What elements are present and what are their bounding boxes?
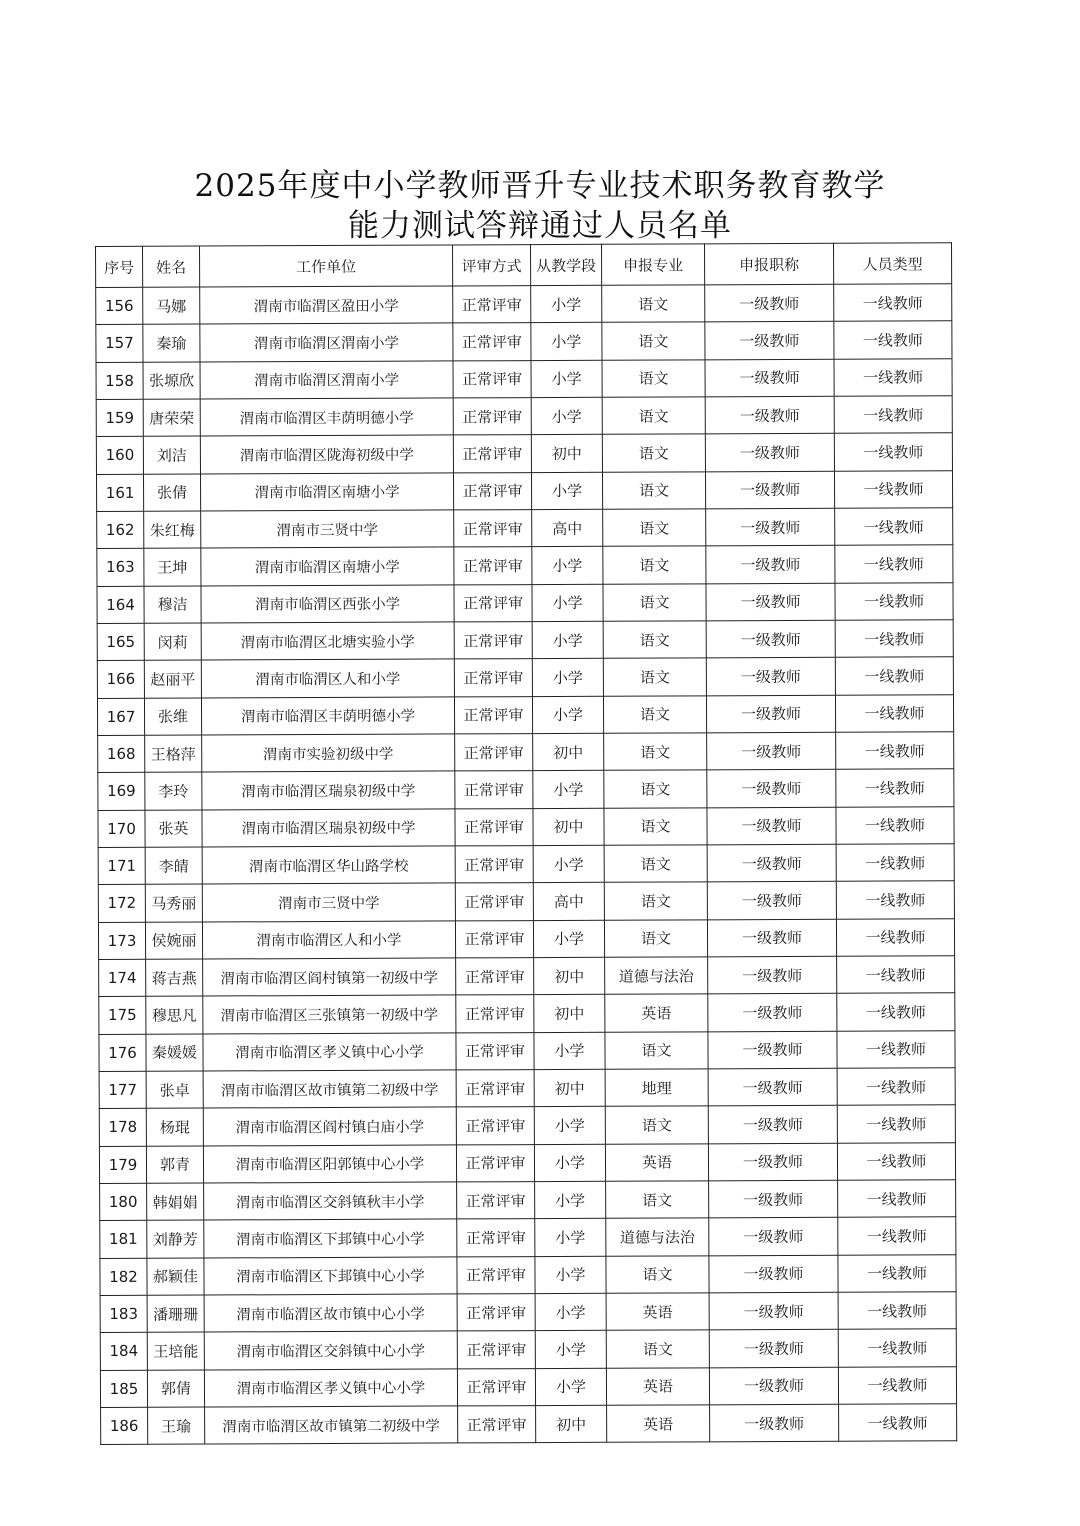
cell-work-unit: 渭南市临渭区盈田小学: [200, 286, 453, 324]
cell-work-unit: 渭南市实验初级中学: [202, 734, 455, 772]
cell-review-mode: 正常评审: [456, 957, 534, 995]
cell-subject: 语文: [602, 434, 705, 472]
cell-seq: 175: [99, 997, 146, 1035]
cell-teaching-stage: 小学: [534, 1107, 605, 1145]
cell-teaching-stage: 初中: [534, 1069, 605, 1107]
cell-review-mode: 正常评审: [456, 1032, 534, 1070]
table-row: [99, 1105, 955, 1146]
cell-review-mode: 正常评审: [457, 1219, 535, 1257]
cell-name: 郭倩: [147, 1370, 204, 1408]
cell-work-unit: 渭南市临渭区孝义镇中心小学: [204, 1368, 457, 1406]
cell-name: 张塬欣: [143, 362, 200, 400]
cell-work-unit: 渭南市临渭区故市镇第二初级中学: [203, 1070, 456, 1108]
cell-staff-type: 一线教师: [835, 620, 953, 658]
cell-seq: 160: [96, 437, 143, 475]
cell-title-applied: 一级教师: [706, 658, 835, 696]
cell-work-unit: 渭南市临渭区下邽镇中心小学: [204, 1219, 457, 1257]
cell-name: 侯婉丽: [145, 922, 202, 960]
cell-title-applied: 一级教师: [708, 956, 837, 994]
cell-staff-type: 一线教师: [838, 1366, 956, 1404]
cell-name: 韩娟娟: [147, 1183, 204, 1221]
cell-staff-type: 一线教师: [835, 508, 953, 546]
cell-staff-type: 一线教师: [834, 470, 952, 508]
table-row: [97, 508, 953, 549]
cell-subject: 语文: [604, 770, 707, 808]
cell-name: 李皘: [145, 847, 202, 885]
header-title-applied: 申报职称: [704, 243, 833, 285]
table-row: [100, 1366, 956, 1407]
table-row: [96, 396, 952, 437]
cell-subject: 语文: [604, 807, 707, 845]
cell-work-unit: 渭南市临渭区丰荫明德小学: [200, 398, 453, 436]
cell-staff-type: 一线教师: [838, 1254, 956, 1292]
roster-table: [95, 242, 957, 1445]
cell-seq: 183: [100, 1295, 147, 1333]
cell-seq: 159: [96, 399, 143, 437]
table-header-row: [96, 243, 952, 288]
table-row: [100, 1292, 956, 1333]
cell-seq: 162: [97, 511, 144, 549]
cell-title-applied: 一级教师: [707, 844, 836, 882]
cell-title-applied: 一级教师: [709, 1367, 838, 1405]
cell-staff-type: 一线教师: [835, 582, 953, 620]
cell-name: 郝颖佳: [147, 1258, 204, 1296]
cell-name: 蒋吉燕: [146, 959, 203, 997]
document-title-line2: 能力测试答辩通过人员名单: [348, 208, 732, 244]
cell-work-unit: 渭南市临渭区渭南小学: [200, 361, 453, 399]
cell-title-applied: 一级教师: [705, 322, 834, 360]
cell-staff-type: 一线教师: [838, 1217, 956, 1255]
cell-name: 潘珊珊: [147, 1295, 204, 1333]
cell-review-mode: 正常评审: [456, 1107, 534, 1145]
cell-review-mode: 正常评审: [453, 398, 531, 436]
cell-subject: 语文: [605, 1106, 708, 1144]
cell-work-unit: 渭南市临渭区丰荫明德小学: [201, 697, 454, 735]
cell-staff-type: 一线教师: [834, 433, 952, 471]
cell-seq: 185: [100, 1370, 147, 1408]
cell-work-unit: 渭南市临渭区北塘实验小学: [201, 622, 454, 660]
cell-work-unit: 渭南市临渭区下邽镇中心小学: [204, 1256, 457, 1294]
table-row: [99, 956, 955, 997]
cell-subject: 语文: [603, 509, 706, 547]
table-row: [97, 545, 953, 586]
cell-work-unit: 渭南市临渭区阳郭镇中心小学: [203, 1144, 456, 1182]
cell-name: 秦媛媛: [146, 1034, 203, 1072]
cell-work-unit: 渭南市临渭区瑞泉初级中学: [202, 809, 455, 847]
cell-title-applied: 一级教师: [706, 508, 835, 546]
cell-teaching-stage: 小学: [533, 920, 604, 958]
table-row: [97, 582, 953, 623]
table-row: [97, 657, 953, 698]
cell-subject: 语文: [604, 882, 707, 920]
cell-seq: 167: [97, 698, 144, 736]
cell-name: 张卓: [146, 1071, 203, 1109]
cell-subject: 语文: [604, 845, 707, 883]
header-name: 姓名: [143, 246, 200, 287]
cell-review-mode: 正常评审: [455, 846, 533, 884]
cell-teaching-stage: 初中: [534, 995, 605, 1033]
cell-staff-type: 一线教师: [837, 1105, 955, 1143]
cell-review-mode: 正常评审: [453, 472, 531, 510]
cell-review-mode: 正常评审: [457, 1256, 535, 1294]
table-row: [98, 806, 954, 847]
cell-review-mode: 正常评审: [455, 734, 533, 772]
cell-seq: 182: [100, 1258, 147, 1296]
cell-teaching-stage: 小学: [531, 360, 602, 398]
cell-work-unit: 渭南市临渭区故市镇中心小学: [204, 1294, 457, 1332]
cell-seq: 156: [96, 287, 143, 325]
cell-teaching-stage: 初中: [531, 435, 602, 473]
cell-staff-type: 一线教师: [837, 1068, 955, 1106]
cell-teaching-stage: 小学: [535, 1293, 606, 1331]
cell-seq: 170: [98, 810, 145, 848]
cell-teaching-stage: 小学: [532, 547, 603, 585]
cell-title-applied: 一级教师: [706, 620, 835, 658]
cell-staff-type: 一线教师: [836, 918, 954, 956]
table-row: [96, 470, 952, 511]
cell-teaching-stage: 小学: [533, 771, 604, 809]
table-row: [97, 620, 953, 661]
cell-review-mode: 正常评审: [454, 659, 532, 697]
cell-name: 朱红梅: [144, 511, 201, 549]
cell-subject: 英语: [606, 1293, 709, 1331]
cell-review-mode: 正常评审: [457, 1181, 535, 1219]
header-work-unit: 工作单位: [200, 245, 453, 287]
cell-staff-type: 一线教师: [837, 1142, 955, 1180]
cell-subject: 语文: [606, 1255, 709, 1293]
cell-review-mode: 正常评审: [457, 1293, 535, 1331]
cell-teaching-stage: 小学: [532, 584, 603, 622]
cell-name: 秦瑜: [143, 324, 200, 362]
table-row: [99, 1068, 955, 1109]
cell-teaching-stage: 小学: [531, 323, 602, 361]
table-row: [100, 1217, 956, 1258]
table-row: [98, 881, 954, 922]
table-row: [101, 1404, 957, 1445]
cell-teaching-stage: 小学: [531, 472, 602, 510]
cell-staff-type: 一线教师: [837, 1030, 955, 1068]
cell-name: 马秀丽: [145, 884, 202, 922]
table-row: [98, 844, 954, 885]
cell-work-unit: 渭南市临渭区华山路学校: [202, 846, 455, 884]
cell-teaching-stage: 小学: [531, 285, 602, 323]
cell-teaching-stage: 小学: [533, 845, 604, 883]
cell-review-mode: 正常评审: [453, 435, 531, 473]
header-subject: 申报专业: [601, 244, 704, 285]
cell-title-applied: 一级教师: [706, 583, 835, 621]
header-review-mode: 评审方式: [452, 245, 530, 286]
cell-subject: 英语: [605, 1143, 708, 1181]
cell-teaching-stage: 初中: [533, 808, 604, 846]
cell-teaching-stage: 高中: [532, 509, 603, 547]
cell-staff-type: 一线教师: [834, 358, 952, 396]
cell-work-unit: 渭南市临渭区南塘小学: [200, 473, 453, 511]
cell-name: 张倩: [143, 474, 200, 512]
table-row: [98, 732, 954, 773]
table-row: [100, 1180, 956, 1221]
cell-review-mode: 正常评审: [455, 920, 533, 958]
cell-teaching-stage: 高中: [533, 883, 604, 921]
cell-work-unit: 渭南市临渭区陇海初级中学: [200, 435, 453, 473]
cell-work-unit: 渭南市临渭区孝义镇中心小学: [203, 1032, 456, 1070]
cell-work-unit: 渭南市三贤中学: [202, 883, 455, 921]
cell-subject: 语文: [606, 1181, 709, 1219]
cell-seq: 180: [100, 1183, 147, 1221]
cell-subject: 语文: [602, 397, 705, 435]
cell-review-mode: 正常评审: [453, 323, 531, 361]
table-row: [100, 1329, 956, 1370]
cell-subject: 地理: [605, 1069, 708, 1107]
cell-staff-type: 一线教师: [838, 1329, 956, 1367]
cell-title-applied: 一级教师: [708, 1068, 837, 1106]
cell-teaching-stage: 小学: [532, 659, 603, 697]
table-row: [99, 1030, 955, 1071]
cell-title-applied: 一级教师: [707, 882, 836, 920]
cell-staff-type: 一线教师: [837, 993, 955, 1031]
cell-seq: 186: [101, 1407, 148, 1445]
table-row: [100, 1254, 956, 1295]
cell-title-applied: 一级教师: [706, 695, 835, 733]
cell-name: 杨琨: [146, 1108, 203, 1146]
cell-staff-type: 一线教师: [839, 1404, 957, 1442]
document-title-line1: 2025年度中小学教师晋升专业技术职务教育教学: [194, 168, 886, 204]
cell-title-applied: 一级教师: [707, 807, 836, 845]
cell-work-unit: 渭南市临渭区人和小学: [202, 921, 455, 959]
cell-subject: 语文: [602, 322, 705, 360]
cell-teaching-stage: 小学: [532, 696, 603, 734]
cell-subject: 语文: [602, 359, 705, 397]
cell-subject: 英语: [606, 1367, 709, 1405]
cell-staff-type: 一线教师: [836, 769, 954, 807]
cell-teaching-stage: 小学: [534, 1032, 605, 1070]
cell-staff-type: 一线教师: [834, 321, 952, 359]
cell-subject: 语文: [603, 621, 706, 659]
cell-name: 穆思凡: [146, 996, 203, 1034]
table-row: [96, 284, 952, 325]
table-row: [98, 918, 954, 959]
cell-seq: 174: [99, 959, 146, 997]
cell-review-mode: 正常评审: [454, 547, 532, 585]
cell-title-applied: 一级教师: [709, 1180, 838, 1218]
cell-name: 张英: [145, 810, 202, 848]
cell-seq: 169: [98, 773, 145, 811]
cell-seq: 176: [99, 1034, 146, 1072]
cell-title-applied: 一级教师: [708, 1031, 837, 1069]
cell-title-applied: 一级教师: [708, 994, 837, 1032]
cell-title-applied: 一级教师: [706, 546, 835, 584]
cell-staff-type: 一线教师: [835, 694, 953, 732]
cell-review-mode: 正常评审: [455, 771, 533, 809]
cell-subject: 英语: [607, 1405, 710, 1443]
cell-name: 赵丽平: [144, 660, 201, 698]
cell-name: 穆洁: [144, 586, 201, 624]
cell-work-unit: 渭南市临渭区阎村镇第一初级中学: [203, 958, 456, 996]
table-row: [99, 1142, 955, 1183]
cell-staff-type: 一线教师: [836, 844, 954, 882]
cell-teaching-stage: 小学: [535, 1368, 606, 1406]
cell-teaching-stage: 初中: [536, 1405, 607, 1443]
cell-subject: 语文: [606, 1330, 709, 1368]
cell-subject: 语文: [603, 695, 706, 733]
cell-staff-type: 一线教师: [836, 732, 954, 770]
cell-subject: 语文: [603, 583, 706, 621]
cell-title-applied: 一级教师: [708, 1105, 837, 1143]
cell-work-unit: 渭南市临渭区瑞泉初级中学: [202, 771, 455, 809]
header-staff-type: 人员类型: [833, 243, 951, 285]
cell-subject: 道德与法治: [605, 957, 708, 995]
cell-teaching-stage: 小学: [532, 621, 603, 659]
cell-seq: 166: [97, 661, 144, 699]
cell-work-unit: 渭南市临渭区三张镇第一初级中学: [203, 995, 456, 1033]
cell-seq: 163: [97, 549, 144, 587]
cell-seq: 177: [99, 1071, 146, 1109]
cell-seq: 178: [99, 1109, 146, 1147]
cell-title-applied: 一级教师: [705, 434, 834, 472]
cell-review-mode: 正常评审: [455, 883, 533, 921]
cell-teaching-stage: 初中: [533, 733, 604, 771]
cell-subject: 语文: [602, 285, 705, 323]
cell-title-applied: 一级教师: [705, 471, 834, 509]
cell-staff-type: 一线教师: [836, 806, 954, 844]
cell-name: 王坤: [144, 548, 201, 586]
cell-work-unit: 渭南市临渭区故市镇第二初级中学: [205, 1406, 458, 1444]
cell-staff-type: 一线教师: [835, 657, 953, 695]
cell-seq: 168: [98, 735, 145, 773]
cell-name: 王培能: [147, 1332, 204, 1370]
cell-title-applied: 一级教师: [705, 359, 834, 397]
cell-review-mode: 正常评审: [454, 584, 532, 622]
cell-title-applied: 一级教师: [705, 284, 834, 322]
cell-title-applied: 一级教师: [707, 770, 836, 808]
cell-work-unit: 渭南市临渭区阎村镇白庙小学: [203, 1107, 456, 1145]
cell-staff-type: 一线教师: [834, 396, 952, 434]
cell-teaching-stage: 小学: [535, 1330, 606, 1368]
cell-title-applied: 一级教师: [708, 1143, 837, 1181]
cell-teaching-stage: 初中: [534, 957, 605, 995]
cell-work-unit: 渭南市临渭区南塘小学: [201, 547, 454, 585]
cell-name: 郭青: [146, 1146, 203, 1184]
cell-teaching-stage: 小学: [535, 1256, 606, 1294]
cell-subject: 英语: [605, 994, 708, 1032]
cell-staff-type: 一线教师: [837, 956, 955, 994]
cell-review-mode: 正常评审: [456, 995, 534, 1033]
cell-subject: 语文: [604, 919, 707, 957]
cell-teaching-stage: 小学: [535, 1218, 606, 1256]
cell-teaching-stage: 小学: [531, 397, 602, 435]
table-row: [99, 993, 955, 1034]
cell-seq: 165: [97, 623, 144, 661]
cell-review-mode: 正常评审: [457, 1368, 535, 1406]
cell-review-mode: 正常评审: [456, 1144, 534, 1182]
cell-work-unit: 渭南市临渭区人和小学: [201, 659, 454, 697]
cell-seq: 161: [96, 474, 143, 512]
table-row: [96, 321, 952, 362]
table-row: [96, 433, 952, 474]
cell-review-mode: 正常评审: [454, 510, 532, 548]
cell-seq: 171: [98, 847, 145, 885]
cell-subject: 语文: [603, 546, 706, 584]
cell-name: 王格萍: [145, 735, 202, 773]
cell-subject: 语文: [604, 733, 707, 771]
cell-name: 刘静芳: [147, 1220, 204, 1258]
cell-work-unit: 渭南市临渭区交斜镇中心小学: [204, 1331, 457, 1369]
cell-review-mode: 正常评审: [458, 1405, 536, 1443]
table-row: [96, 358, 952, 399]
cell-staff-type: 一线教师: [835, 545, 953, 583]
cell-name: 王瑜: [148, 1407, 205, 1445]
cell-title-applied: 一级教师: [709, 1217, 838, 1255]
cell-subject: 道德与法治: [606, 1218, 709, 1256]
cell-staff-type: 一线教师: [838, 1180, 956, 1218]
cell-seq: 172: [98, 885, 145, 923]
cell-teaching-stage: 小学: [534, 1144, 605, 1182]
cell-review-mode: 正常评审: [456, 1069, 534, 1107]
cell-name: 李玲: [145, 772, 202, 810]
cell-name: 张维: [144, 698, 201, 736]
cell-name: 闵莉: [144, 623, 201, 661]
cell-review-mode: 正常评审: [454, 622, 532, 660]
cell-work-unit: 渭南市临渭区西张小学: [201, 585, 454, 623]
cell-title-applied: 一级教师: [709, 1292, 838, 1330]
cell-seq: 158: [96, 362, 143, 400]
cell-staff-type: 一线教师: [834, 284, 952, 322]
cell-review-mode: 正常评审: [453, 360, 531, 398]
cell-title-applied: 一级教师: [709, 1255, 838, 1293]
cell-title-applied: 一级教师: [709, 1329, 838, 1367]
cell-teaching-stage: 小学: [535, 1181, 606, 1219]
cell-seq: 179: [99, 1146, 146, 1184]
cell-title-applied: 一级教师: [707, 732, 836, 770]
cell-seq: 184: [100, 1332, 147, 1370]
cell-name: 马娜: [143, 287, 200, 325]
cell-review-mode: 正常评审: [457, 1331, 535, 1369]
table-row: [97, 694, 953, 735]
cell-name: 唐荣荣: [143, 399, 200, 437]
cell-name: 刘洁: [143, 436, 200, 474]
cell-review-mode: 正常评审: [455, 808, 533, 846]
cell-title-applied: 一级教师: [705, 396, 834, 434]
cell-subject: 语文: [605, 1031, 708, 1069]
cell-staff-type: 一线教师: [838, 1292, 956, 1330]
cell-title-applied: 一级教师: [710, 1404, 839, 1442]
cell-seq: 164: [97, 586, 144, 624]
cell-title-applied: 一级教师: [707, 919, 836, 957]
header-teaching-stage: 从教学段: [530, 244, 601, 285]
cell-work-unit: 渭南市临渭区交斜镇秋丰小学: [204, 1182, 457, 1220]
cell-subject: 语文: [602, 471, 705, 509]
cell-work-unit: 渭南市临渭区渭南小学: [200, 323, 453, 361]
cell-subject: 语文: [603, 658, 706, 696]
cell-work-unit: 渭南市三贤中学: [201, 510, 454, 548]
cell-staff-type: 一线教师: [836, 881, 954, 919]
cell-seq: 181: [100, 1220, 147, 1258]
table-body: [96, 284, 957, 1445]
cell-review-mode: 正常评审: [454, 696, 532, 734]
cell-review-mode: 正常评审: [453, 286, 531, 324]
cell-seq: 173: [98, 922, 145, 960]
table-row: [98, 769, 954, 810]
header-seq: 序号: [96, 246, 143, 287]
cell-seq: 157: [96, 325, 143, 363]
